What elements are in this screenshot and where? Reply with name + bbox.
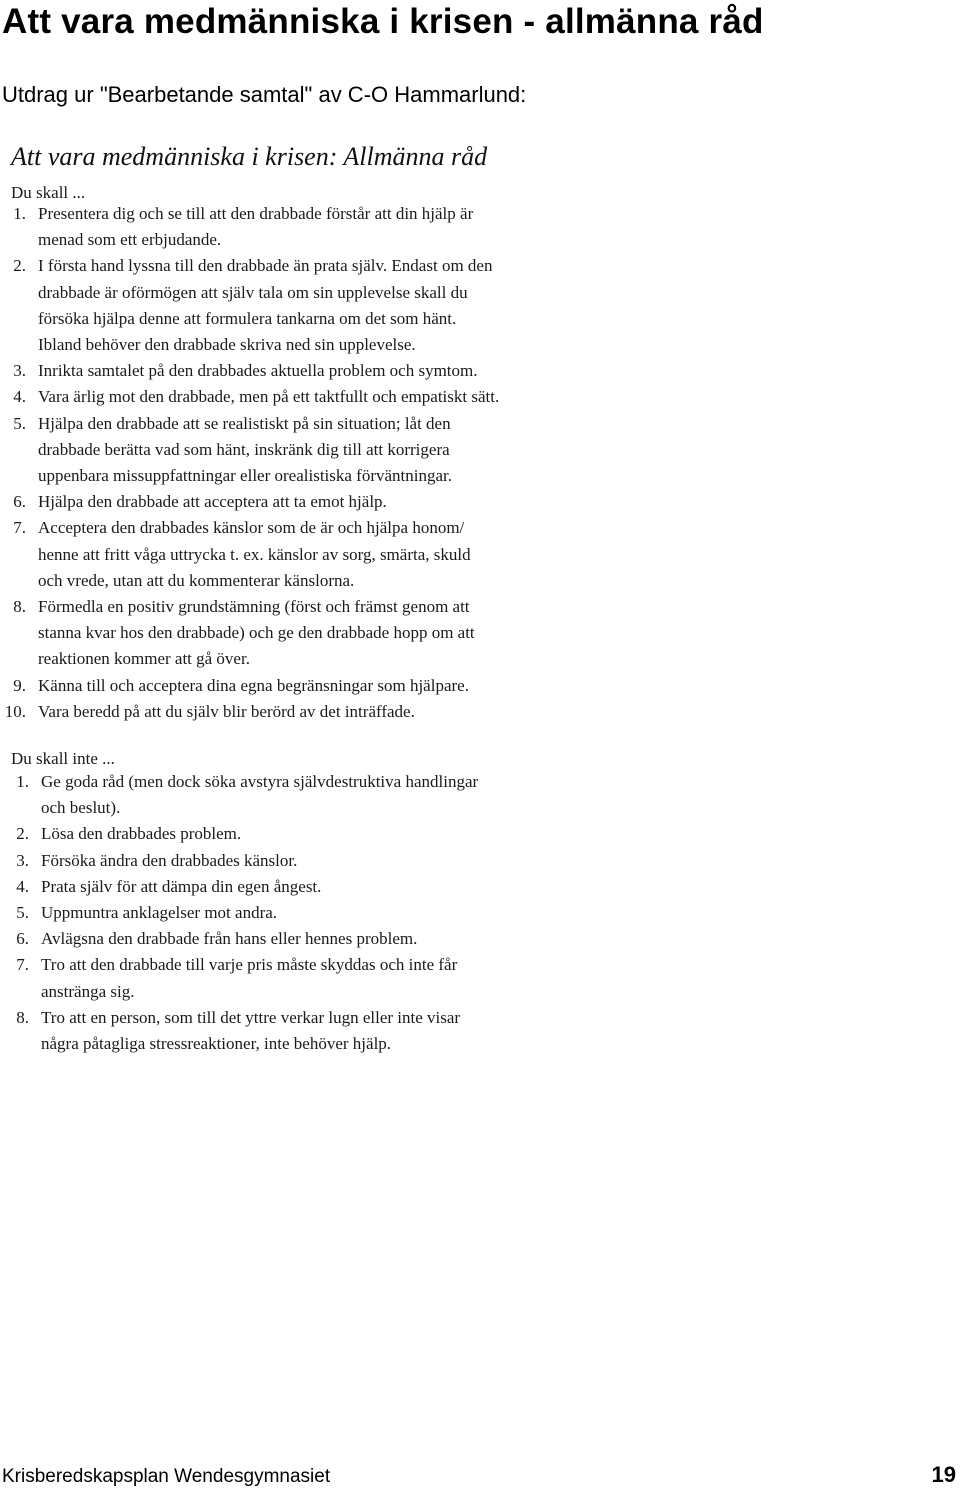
item-text: Hjälpa den drabbade att acceptera att ta emot hjälp. xyxy=(38,492,387,512)
item-text: Ibland behöver den drabbade skriva ned sin upplevelse. xyxy=(38,335,416,354)
item-number: 6. xyxy=(13,492,26,512)
item-text: försöka hjälpa denne att formulera tankarna om det som hänt. xyxy=(38,308,457,328)
item-text: Acceptera den drabbades känslor som de är och hjälpa honom/ xyxy=(38,518,465,538)
item-text: drabbade är oförmögen att själv tala om sin upplevelse skall du xyxy=(38,282,468,302)
item-number: 7. xyxy=(13,518,26,538)
item-number: 1. xyxy=(16,772,29,791)
item-text: I första hand lyssna till den drabbade än prata själv. Endast om den xyxy=(38,256,493,276)
item-number: 3. xyxy=(13,361,26,381)
item-number: 8. xyxy=(16,1007,29,1027)
item-text: drabbade berätta vad som hänt, inskränk dig till att korrigera xyxy=(38,439,450,459)
item-number: 4. xyxy=(13,387,26,407)
item-text: Uppmuntra anklagelser mot andra. xyxy=(41,903,278,922)
item-number: 7. xyxy=(16,955,29,975)
item-text: några påtagliga stressreaktioner, inte behöver hjälp. xyxy=(41,1034,392,1053)
page-number: 19 xyxy=(931,1462,956,1487)
item-number: 2. xyxy=(16,824,29,844)
item-text: och beslut). xyxy=(41,798,121,818)
item-number: 5. xyxy=(13,413,26,433)
item-text: stanna kvar hos den drabbade) och ge den drabbade hopp om att xyxy=(38,623,475,643)
footer-document-name: Krisberedskapsplan Wendesgymnasiet xyxy=(2,1466,331,1487)
item-text: Tro att en person, som till det yttre verkar lugn eller inte visar xyxy=(41,1007,461,1027)
item-text: och vrede, utan att du kommenterar känslorna. xyxy=(38,570,355,590)
item-number: 6. xyxy=(16,929,29,949)
item-text: Förmedla en positiv grundstämning (först och främst genom att xyxy=(38,597,470,616)
item-text: Vara ärlig mot den drabbade, men på ett taktfullt och empatiskt sätt. xyxy=(38,387,500,407)
item-text: anstränga sig. xyxy=(41,981,135,1001)
item-text: Försöka ändra den drabbades känslor. xyxy=(41,850,298,870)
item-text: Avlägsna den drabbade från hans eller hennes problem. xyxy=(41,929,418,949)
item-number: 4. xyxy=(16,876,29,896)
item-text: reaktionen kommer att gå över. xyxy=(38,649,250,669)
page-title: Att vara medmänniska i krisen - allmänna råd xyxy=(2,2,764,41)
excerpt-heading: Att vara medmänniska i krisen: Allmänna råd xyxy=(11,142,488,171)
item-number: 1. xyxy=(13,204,26,223)
dont-section-label: Du skall inte ... xyxy=(11,749,115,768)
item-text: Prata själv för att dämpa din egen ångest. xyxy=(41,876,322,896)
item-text: henne att fritt våga uttrycka t. ex. känslor av sorg, smärta, skuld xyxy=(38,544,471,564)
intro-text: Utdrag ur "Bearbetande samtal" av C-O Hammarlund: xyxy=(2,82,527,107)
item-number: 9. xyxy=(13,675,26,695)
item-text: Ge goda råd (men dock söka avstyra självdestruktiva handlingar xyxy=(41,772,479,791)
item-text: Hjälpa den drabbade att se realistiskt på sin situation; låt den xyxy=(38,413,451,433)
item-number: 10. xyxy=(4,701,26,721)
item-text: Vara beredd på att du själv blir berörd av det inträffade. xyxy=(38,701,415,721)
item-text: Inrikta samtalet på den drabbades aktuella problem och symtom. xyxy=(38,361,478,381)
item-text: Presentera dig och se till att den drabbade förstår att din hjälp är xyxy=(38,204,474,223)
item-text: Tro att den drabbade till varje pris måste skyddas och inte får xyxy=(41,955,458,975)
item-number: 5. xyxy=(16,903,29,922)
item-text: uppenbara missuppfattningar eller orealistiska förväntningar. xyxy=(38,466,453,485)
item-number: 3. xyxy=(16,850,29,870)
item-text: Lösa den drabbades problem. xyxy=(41,824,242,844)
item-text: Känna till och acceptera dina egna begränsningar som hjälpare. xyxy=(38,675,469,695)
item-number: 2. xyxy=(13,256,26,276)
item-text: menad som ett erbjudande. xyxy=(38,230,222,250)
do-section-label: Du skall ... xyxy=(11,183,86,202)
item-number: 8. xyxy=(13,597,26,616)
